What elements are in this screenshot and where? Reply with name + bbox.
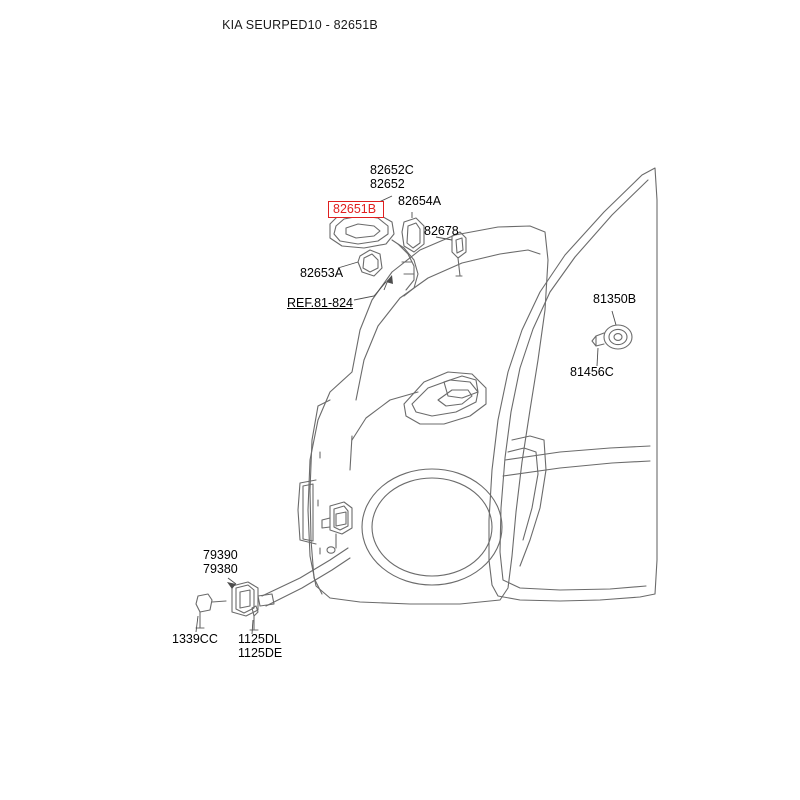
part-label-79390: 79390 [203, 548, 238, 562]
part-label-1125DL: 1125DL [238, 632, 281, 646]
page-title: KIA SEURPED10 - 82651B [222, 18, 378, 32]
part-label-82654A: 82654A [398, 194, 442, 208]
part-label-1339CC: 1339CC [172, 632, 218, 646]
part-label-79380: 79380 [203, 562, 238, 576]
part-label-82653A: 82653A [300, 266, 344, 280]
part-label-82678: 82678 [424, 224, 459, 238]
part-label-82652C: 82652C [370, 163, 414, 177]
part-label-82652: 82652 [370, 177, 405, 191]
part-label-81350B: 81350B [593, 292, 637, 306]
part-label-1125DE: 1125DE [238, 646, 283, 660]
part-label-ref-81-824: REF.81-824 [287, 296, 354, 310]
part-label-81456C: 81456C [570, 365, 614, 379]
highlighted-part-label: 82651B [333, 202, 377, 216]
